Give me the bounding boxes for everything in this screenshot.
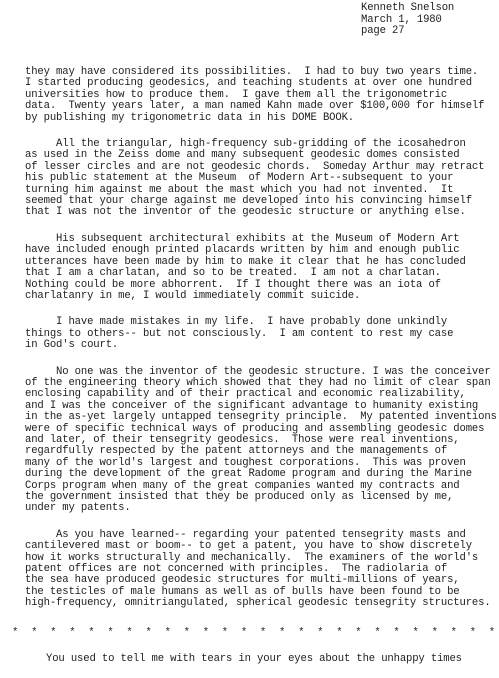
- text-line: the sea have produced geodesic structures for multi-millions of years,: [25, 574, 460, 587]
- text-line: I started producing geodesics, and teaching students at over one hundred: [25, 77, 472, 90]
- text-line: by publishing my trigonometric data in his DOME BOOK.: [25, 111, 354, 124]
- text-line: things to others-- but not consciously. I am content to rest my case: [25, 327, 454, 340]
- text-line: data. Twenty years later, a man named Kahn made over $100,000 for himself: [25, 100, 485, 113]
- paragraph: [25, 530, 495, 610]
- text-line: have included enough printed placards written by him and enough public: [25, 244, 460, 257]
- text-line: utterances have been made by him to make it clear that he has concluded: [25, 255, 466, 268]
- text-line: high-frequency, omnitriangulated, spherical geodesic tensegrity structures.: [25, 597, 491, 610]
- text-line: and later, of their tensegrity geodesics. Those were real inventions,: [25, 433, 460, 446]
- text-line: the government insisted that they be produced only as licensed by me,: [25, 491, 454, 503]
- text-line: regardfully respected by the patent attorneys and the managements of: [25, 445, 448, 458]
- text-line: No one was the inventor of the geodesic structure. I was the conceiver: [25, 365, 491, 378]
- text-line: His subsequent architectural exhibits at the Museum of Modern Art: [25, 232, 460, 245]
- text-line: of lesser circles and are not geodesic chords. Someday Arthur may retract: [25, 160, 485, 173]
- text-line: were of specific technical ways of producing and assembling geodesic domes: [25, 422, 485, 435]
- text-line: I have made mistakes in my life. I have probably done unkindly: [25, 316, 448, 329]
- paragraph: [25, 139, 495, 219]
- text-line: in God's court.: [25, 339, 119, 352]
- text-line: enclosing capability and of their practical and economic realizability,: [25, 388, 466, 401]
- paragraph: [25, 367, 495, 515]
- page-header: [361, 3, 454, 38]
- closing-line: You used to tell me with tears in your eyes about the unhappy times: [46, 653, 462, 665]
- text-line: many of the world's largest and toughest corporations. This was proven: [25, 456, 466, 469]
- text-line: of the engineering theory which showed that they had no limit of clear span: [25, 376, 491, 389]
- text-line: how it works structurally and mechanically. The examiners of the world's: [25, 551, 479, 564]
- text-line: during the development of the great Radome program and during the Marine: [25, 468, 472, 481]
- text-line: seemed that your charge against me developed into his convincing himself: [25, 195, 472, 208]
- text-line: under my patents.: [25, 502, 131, 515]
- text-line: and I was the conceiver of the significant advantage to humanity existing: [25, 399, 479, 412]
- page-number: page 27: [361, 25, 405, 37]
- text-line: his public statement at the Museum of Modern Art--subsequent to your: [25, 172, 454, 185]
- text-line: turning him against me about the mast which you had not invented. It: [25, 183, 454, 196]
- paragraph: [25, 67, 495, 124]
- letter-date: March 1, 1980: [361, 13, 442, 26]
- section-separator: * * * * * * * * * * * * * * * * * * * * * * * * * *: [12, 627, 496, 639]
- text-line: the testicles of male humans as well as of bulls have been found to be: [25, 585, 460, 598]
- text-line: universities how to produce them. I gave them all the trigonometric: [25, 88, 448, 101]
- text-line: charlatanry in me, I would immediately commit suicide.: [25, 289, 361, 302]
- text-line: they may have considered its possibilities. I had to buy two years time.: [25, 66, 479, 78]
- text-line: Nothing could be more abhorrent. If I thought there was an iota of: [25, 278, 441, 291]
- text-line: Corps program when many of the great companies wanted my contracts and: [25, 479, 460, 492]
- text-line: that I am a charlatan, and so to be treated. I am not a charlatan.: [25, 267, 441, 280]
- paragraph: [25, 317, 495, 351]
- text-line: All the triangular, high-frequency sub-gridding of the icosahedron: [25, 138, 466, 151]
- paragraph: [25, 234, 495, 302]
- text-line: cantilevered mast or boom-- to get a patent, you have to show discretely: [25, 540, 472, 553]
- text-line: as used in the Zeiss dome and many subsequent geodesic domes consisted: [25, 149, 460, 162]
- text-line: patent offices are not concerned with principles. The radiolaria of: [25, 563, 448, 576]
- text-line: As you have learned-- regarding your patented tensegrity masts and: [25, 528, 466, 541]
- text-line: in the as-yet largely untapped tensegrity principle. My patented inventions: [25, 411, 497, 424]
- text-line: that I was not the inventor of the geodesic structure or anything else.: [25, 206, 466, 219]
- letter-body: [25, 67, 495, 625]
- author-name: Kenneth Snelson: [361, 2, 455, 14]
